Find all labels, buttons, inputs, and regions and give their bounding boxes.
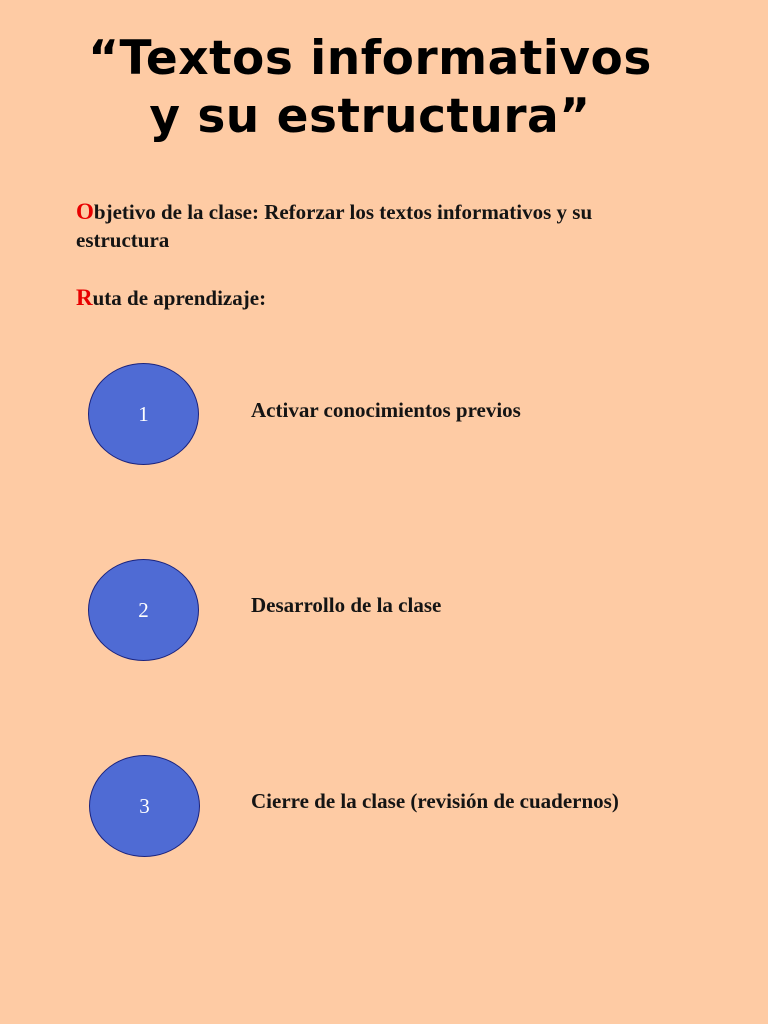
class-objective	[76, 198, 636, 254]
objective-initial: O	[76, 199, 94, 224]
learning-route-heading	[76, 284, 266, 312]
step-1-label: Activar conocimientos previos	[251, 398, 521, 422]
step-2-label: Desarrollo de la clase	[251, 593, 442, 617]
slide-title	[0, 30, 740, 146]
step-1-circle	[88, 363, 199, 465]
step-3-circle	[89, 755, 200, 857]
step-2-number: 2	[138, 597, 149, 622]
objective-text: bjetivo de la clase: Reforzar los textos informativos y su estructura	[76, 200, 593, 252]
route-initial: R	[76, 285, 93, 310]
title-line-1: “Textos informativos	[88, 31, 652, 86]
route-text: uta de aprendizaje:	[92, 286, 267, 310]
step-3-number: 3	[139, 793, 150, 818]
step-2-circle	[88, 559, 199, 661]
step-1-number: 1	[138, 401, 149, 426]
step-3-label: Cierre de la clase (revisión de cuadernos)	[251, 789, 619, 813]
title-line-2: y su estructura”	[149, 89, 591, 144]
